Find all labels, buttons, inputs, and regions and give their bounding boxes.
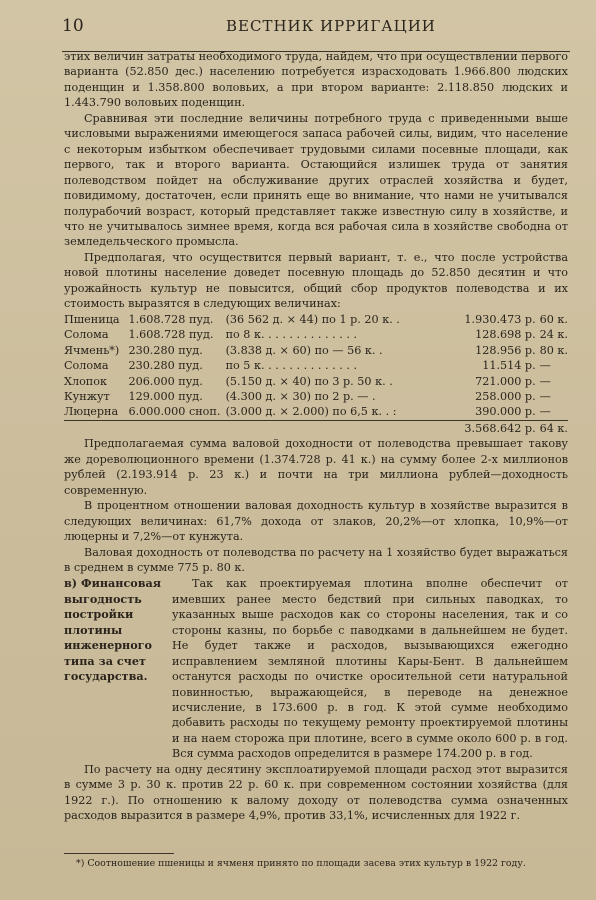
paragraph-5: В процентном отношении валовая доходность культур в хозяйстве выразится в следующих величинах: 61,7% дохода от злаков, 20,2%—от хлопка, 10,9%—от люцерны и 7,2%—от кунжута. [64, 499, 568, 544]
total-kop: 64 к. [539, 421, 568, 435]
crop-value-rub: 1.930.473 р. [464, 312, 536, 326]
crop-row [64, 327, 568, 342]
crop-value-kop: — [539, 389, 551, 403]
crop-value-rub: 390.000 р. [475, 405, 536, 419]
crop-row [64, 404, 568, 420]
section-financial-benefit [64, 576, 568, 761]
crop-value-rub: 721.000 р. [475, 374, 536, 388]
section-text: Так как проектируемая плотина вполне обеспечит от имевших ранее место бедствий при сильных паводках, то указанных выше расходов как со стороны населения, так и со стороны казны, по борьбе с паводками в дальнейшем не будет. Не будет также и расходов, вызывающихся ежегодно исправлением земляной плотины Кары-Бент. В дальнейшем останутся расходы по очистке оросительной сети натуральной повинностью, выражающейся, в переводе на денежное исчисление, в 173.600 р. в год. К этой сумме необходимо добавить расходы по текущему ремонту проектируемой плотины и на наем сторожа при плотине, всего в сумме около 600 р. в год. Вся сумма расходов определится в размере 174.200 р. в год. [172, 577, 568, 761]
crop-value-kop: 80 к. [539, 343, 568, 357]
crop-yield-table [64, 312, 568, 437]
journal-title: ВЕСТНИК ИРРИГАЦИИ [226, 17, 436, 35]
crop-value-rub: 128.698 р. [475, 328, 536, 342]
paragraph-4: Предполагаемая сумма валовой доходности от полеводства превышает такову же дореволюционного времени (1.374.728 р. 41 к.) на сумму более 2-х миллионов рублей (2.193.914 р. 23 к.) и почти на три миллиона рублей—доходность современную. [64, 437, 568, 497]
crop-value-kop: — [539, 359, 551, 373]
crop-value-rub: 258.000 р. [475, 389, 536, 403]
crop-row [64, 343, 568, 358]
crop-name: Пшеница [64, 312, 120, 326]
crop-total-row [64, 420, 568, 436]
paragraph-2: Сравнивая эти последние величины потребного труда с приведенными выше числовыми выражениями имеющегося запаса рабочей силы, видим, что население с некоторым избытком обеспечивает трудовыми силами посевные площади, как первого, так и второго варианта. Остающийся излишек труда от занятия полеводством пойдет на обслуживание других отраслей хозяйства и будет, повидимому, достаточен, если принять еще во внимание, что нами не учитывался полурабочий возраст, который представляет также известную силу в хозяйстве, и что не учитывалось зимнее время, когда вся рабочая сила в хозяйстве свободна от земледельческого промысла. [64, 111, 568, 249]
paragraph-8: По расчету на одну десятину эксплоатируемой площади расход этот выразится в сумме 3 р. 30 к. против 22 р. 60 к. при современном состоянии хозяйства (для 1922 г.). По отношению к валому доходу от полеводства сумма означенных расходов выразится в размере 4,9%, против 33,1%, исчисленных для 1922 г. [64, 762, 568, 823]
footnote-text: Соотношение пшеницы и ячменя принято по площади засева этих культур в 1922 году. [87, 858, 526, 869]
page-number: 10 [62, 16, 84, 36]
crop-name: Хлопок [64, 374, 107, 388]
crop-quantity: 1.608.728 пуд. [128, 312, 214, 326]
crop-name: Солома [64, 328, 109, 342]
crop-calculation: по 5 к. . . . . . . . . . . . . . [225, 359, 357, 373]
crop-row [64, 389, 568, 404]
footnote [64, 857, 568, 870]
crop-quantity: 6.000.000 сноп. [128, 405, 221, 419]
crop-value-rub: 11.514 р. [482, 359, 536, 373]
crop-quantity: 129.000 пуд. [128, 389, 203, 403]
page-header [0, 14, 596, 40]
crop-row [64, 358, 568, 373]
crop-value-kop: — [539, 405, 551, 419]
article-body [64, 49, 568, 824]
crop-calculation: (36 562 д. × 44) по 1 р. 20 к. . [225, 312, 400, 326]
crop-calculation: (3.838 д. × 60) по — 56 к. . [225, 343, 383, 357]
crop-value-kop: 24 к. [539, 328, 568, 342]
crop-name: Солома [64, 359, 109, 373]
crop-calculation: (4.300 д. × 30) по 2 р. — . [225, 389, 376, 403]
crop-name: Кунжут [64, 389, 110, 403]
footnote-rule [64, 853, 174, 854]
paragraph-3: Предполагая, что осуществится первый вариант, т. е., что после устройства новой плотины население доведет посевную площадь до 52.850 десятин и что урожайность культур не повысится, общий сбор продуктов полеводства и их стоимость выразятся в следующих величинах: [64, 250, 568, 311]
section-heading: в) Финансовая выгодность постройки плотины инженерного типа за счет государства. [64, 576, 162, 684]
crop-value-kop: 60 к. [539, 312, 568, 326]
crop-calculation: (5.150 д. × 40) по 3 р. 50 к. . [225, 374, 393, 388]
footnote-mark: *) [76, 858, 85, 869]
paragraph-6: Валовая доходность от полеводства по расчету на 1 хозяйство будет выражаться в среднем в сумме 775 р. 80 к. [64, 545, 568, 574]
crop-quantity: 230.280 пуд. [128, 359, 203, 373]
crop-row [64, 374, 568, 389]
crop-row [64, 312, 568, 327]
crop-quantity: 230.280 пуд. [128, 343, 203, 357]
crop-name: Ячмень*) [64, 343, 120, 357]
crop-name: Люцерна [64, 405, 119, 419]
crop-calculation: (3.000 д. × 2.000) по 6,5 к. . : [225, 405, 397, 419]
crop-calculation: по 8 к. . . . . . . . . . . . . . [225, 328, 357, 342]
crop-value-kop: — [539, 374, 551, 388]
total-rub: 3.568.642 р. [464, 420, 539, 436]
crop-quantity: 1.608.728 пуд. [128, 328, 214, 342]
paragraph-1: этих величин затраты необходимого труда, найдем, что при осуществлении первого варианта (52.850 дес.) населению потребуется израсходовать 1.966.800 людских поденщин и 1.358.800 воловьих, а при втором варианте: 2.118.850 людских и 1.443.790 воловьих поденщин. [64, 50, 568, 110]
crop-value-rub: 128.956 р. [475, 343, 536, 357]
crop-quantity: 206.000 пуд. [128, 374, 203, 388]
